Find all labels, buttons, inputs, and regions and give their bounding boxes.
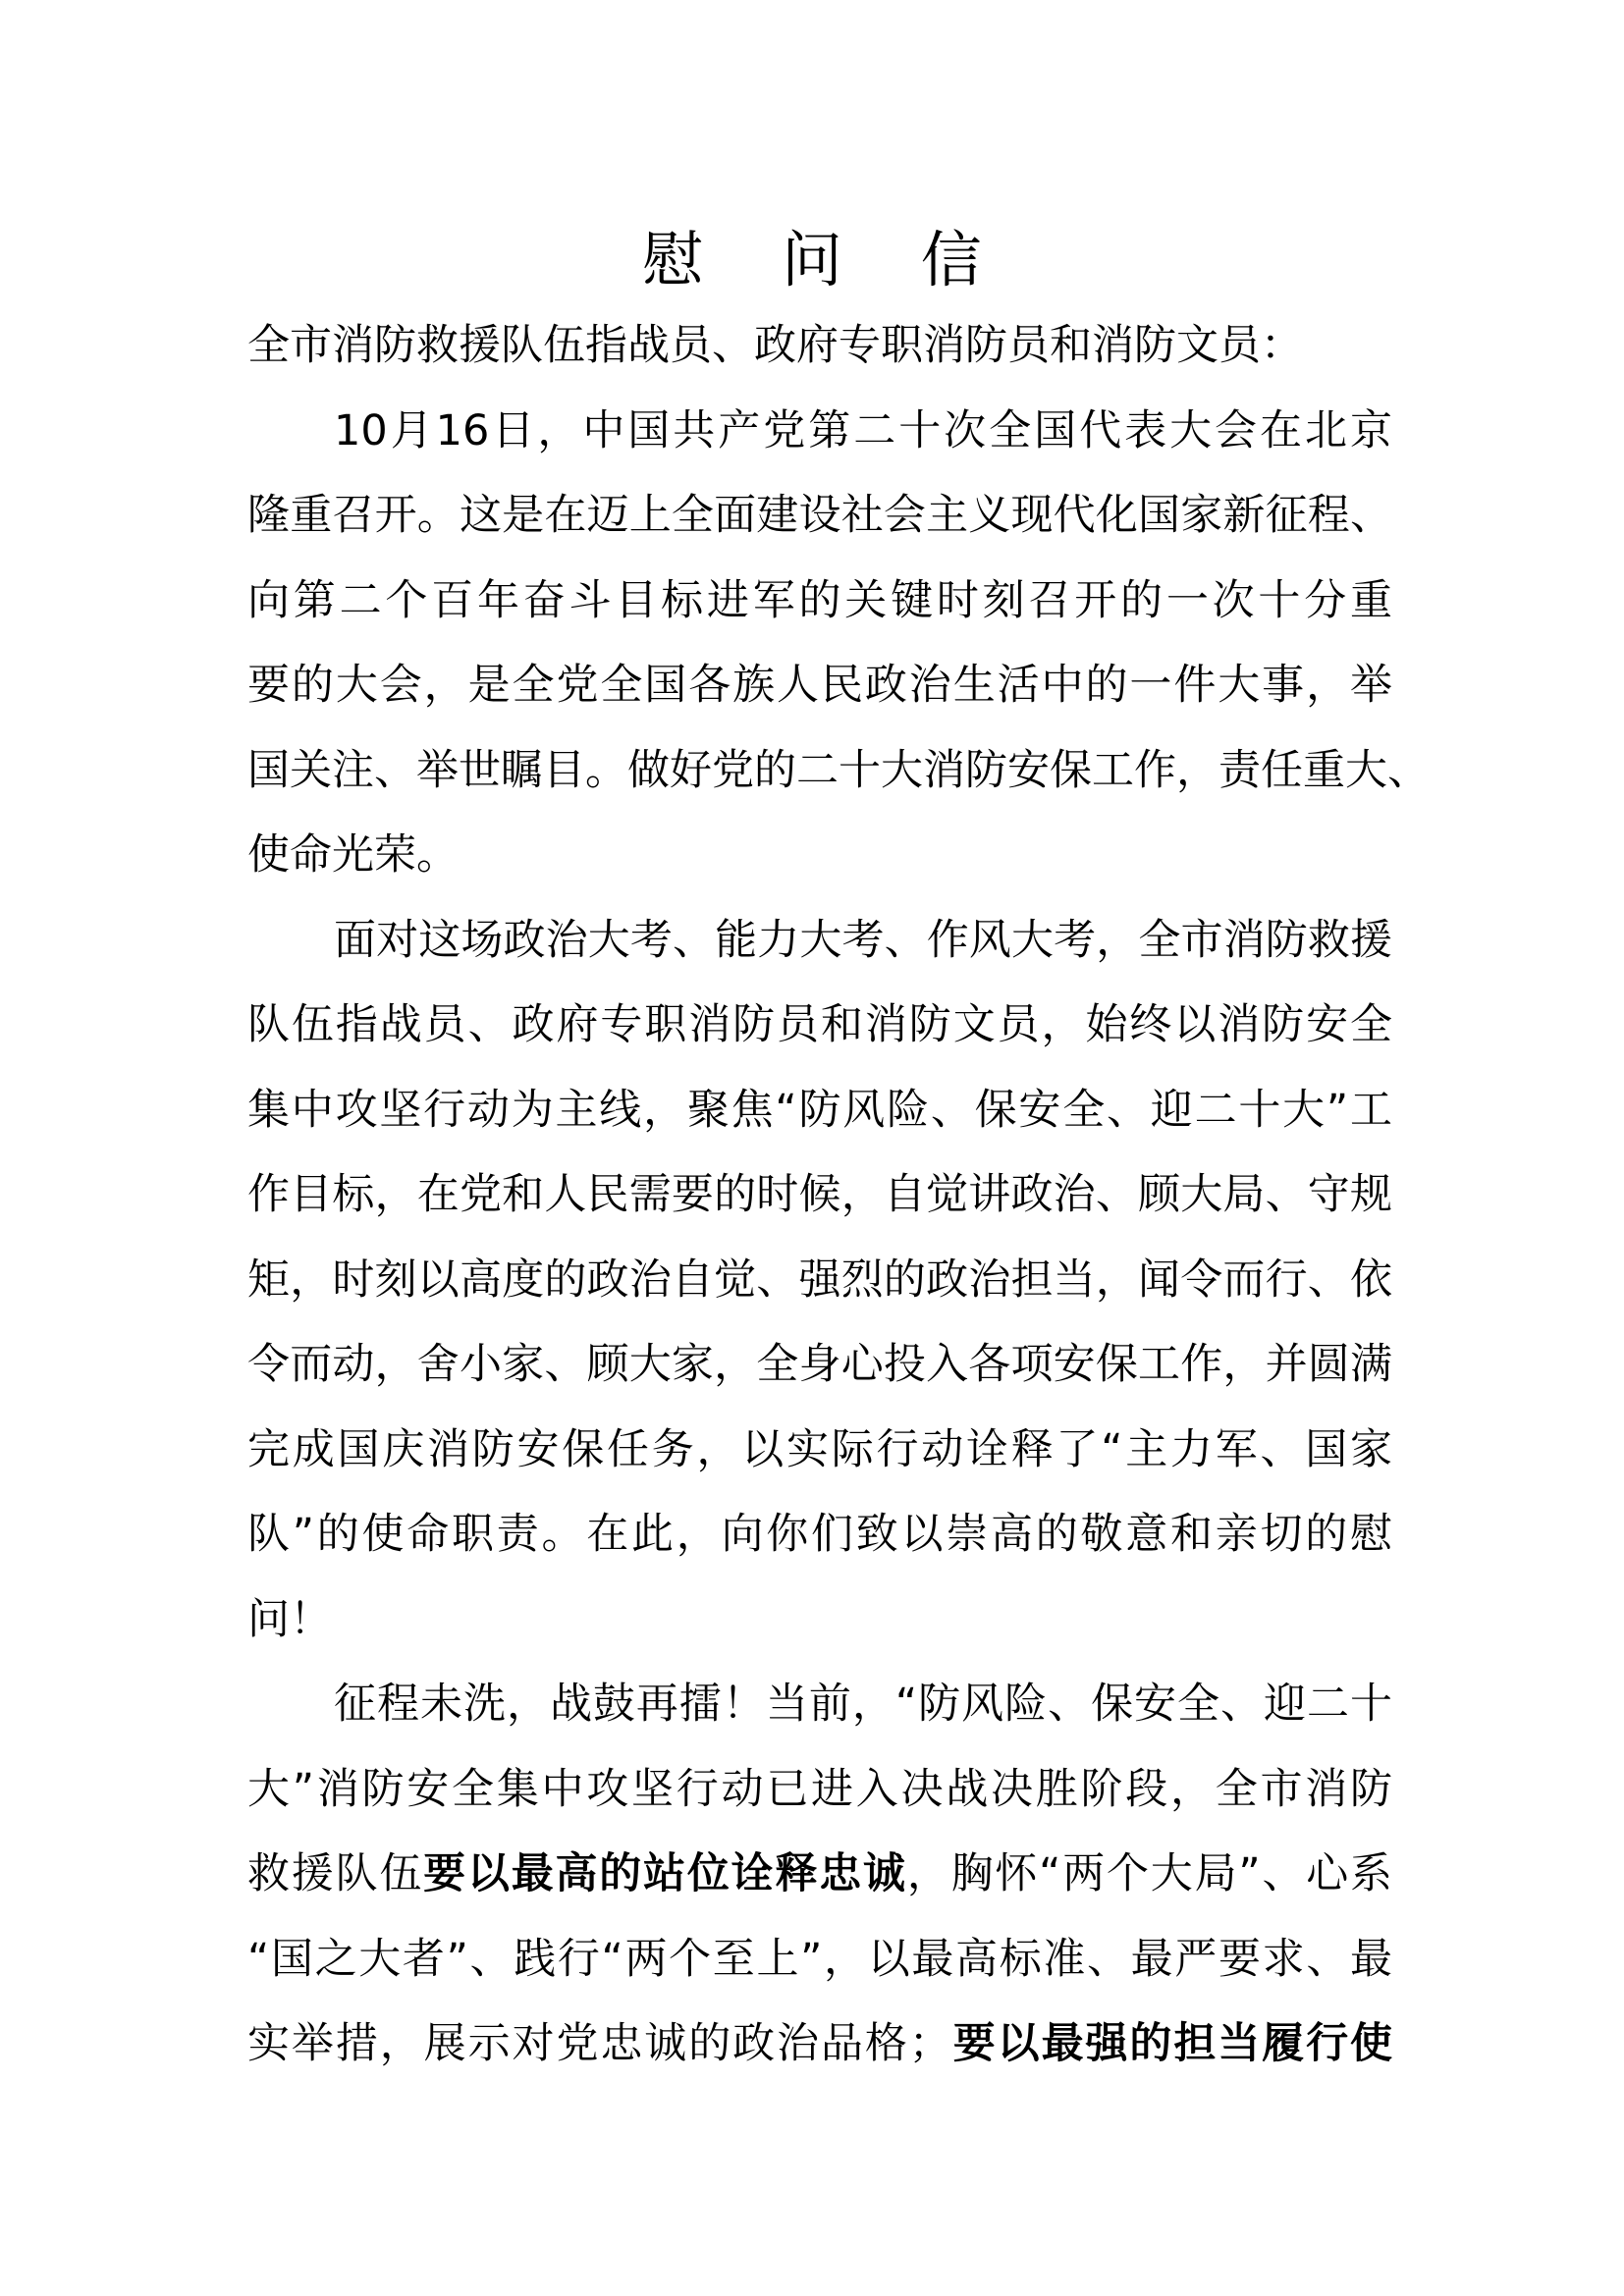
text-segment: 隆重召开。这是在迈上全面建设社会主义现代化国家新征程、: [247, 491, 1392, 540]
text-line: [247, 1492, 1392, 1577]
text-line: [247, 643, 1392, 728]
text-segment: 救援队伍: [247, 1849, 424, 1898]
text-line: [247, 1408, 1392, 1493]
text-line: [247, 559, 1392, 644]
text-line: [247, 1322, 1392, 1408]
text-segment: 作目标，在党和人民需要的时候，自觉讲政治、顾大局、守规: [247, 1170, 1392, 1219]
text-line: [247, 473, 1392, 559]
text-line: [247, 389, 1392, 474]
text-segment: 矩，时刻以高度的政治自觉、强烈的政治担当，闻令而行、依: [247, 1255, 1392, 1305]
text-line: [247, 2002, 1392, 2087]
text-line: [247, 1238, 1392, 1323]
bold-text-segment: 要以最高的站位诠释忠诚: [423, 1849, 907, 1898]
bold-text-segment: 要以最强的担当履行使: [950, 2019, 1393, 2068]
text-segment: “国之大者”、践行“两个至上”，以最高标准、最严要求、最: [247, 1934, 1392, 1984]
letter-body: [247, 303, 1430, 2087]
text-segment: 要的大会，是全党全国各族人民政治生活中的一件大事，举: [247, 661, 1392, 710]
text-line: [247, 1068, 1392, 1153]
text-segment: ，胸怀“两个大局”、心系: [906, 1849, 1393, 1898]
text-segment: 向第二个百年奋斗目标进军的关键时刻召开的一次十分重: [247, 575, 1392, 625]
text-segment: 使命光荣。: [247, 830, 459, 880]
text-line: [247, 1917, 1392, 2002]
text-segment: 实举措，展示对党忠诚的政治品格；: [247, 2019, 951, 2068]
text-line: [247, 728, 1430, 814]
text-line: [247, 983, 1392, 1068]
text-segment: 集中攻坚行动为主线，聚焦“防风险、保安全、迎二十大”工: [247, 1085, 1392, 1135]
text-segment: 国关注、举世瞩目。做好党的二十大消防安保工作，责任重大、: [247, 745, 1430, 795]
text-line: [247, 303, 1392, 389]
text-line: [247, 1832, 1392, 1917]
text-segment: 队伍指战员、政府专职消防员和消防文员，始终以消防安全: [247, 1000, 1392, 1049]
text-segment: 面对这场政治大考、能力大考、作风大考，全市消防救援: [334, 915, 1392, 965]
text-segment: 问！: [247, 1594, 332, 1644]
text-line: [247, 1152, 1392, 1238]
text-line: [247, 1662, 1392, 1747]
text-line: [247, 813, 1392, 898]
text-segment: 征程未洗，战鼓再擂！当前，“防风险、保安全、迎二十: [334, 1680, 1392, 1729]
text-segment: 完成国庆消防安保任务，以实际行动诠释了“主力军、国家: [247, 1424, 1392, 1474]
text-segment: 全市消防救援队伍指战员、政府专职消防员和消防文员：: [247, 321, 1303, 370]
text-segment: 令而动，舍小家、顾大家，全身心投入各项安保工作，并圆满: [247, 1340, 1392, 1389]
text-segment: 队”的使命职责。在此，向你们致以崇高的敬意和亲切的慰: [247, 1510, 1392, 1559]
text-segment: 10月16日，中国共产党第二十次全国代表大会在北京: [334, 405, 1392, 455]
text-line: [247, 898, 1392, 984]
letter-title: 慰 问 信: [642, 224, 1011, 295]
text-segment: 大”消防安全集中攻坚行动已进入决战决胜阶段，全市消防: [247, 1764, 1392, 1814]
text-line: [247, 1577, 1392, 1663]
text-line: [247, 1747, 1392, 1833]
